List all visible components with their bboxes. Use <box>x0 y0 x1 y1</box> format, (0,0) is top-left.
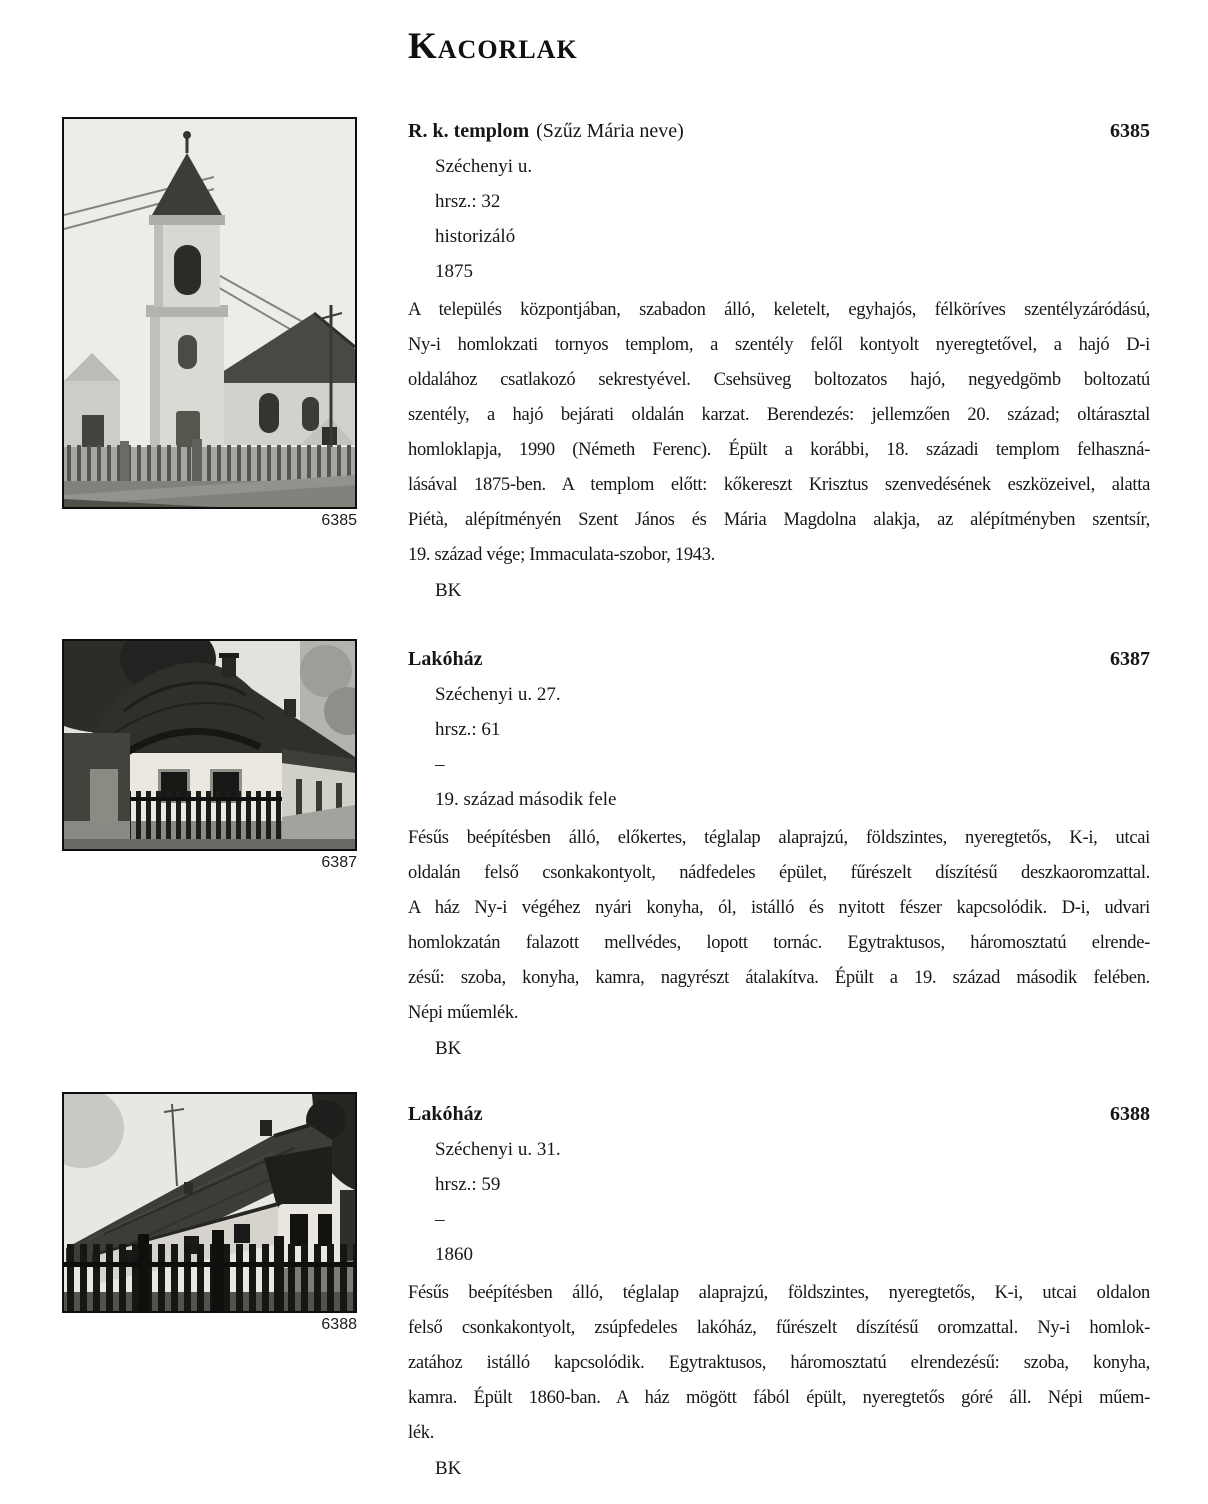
entry-number: 6388 <box>1110 1103 1150 1125</box>
body-line: Fésűs beépítésben álló, előkertes, téglalap alaprajzú, földszintes, nyeregtetős, K-i, utcai <box>408 828 1150 848</box>
entry-title <box>408 114 684 149</box>
body-line: A ház Ny-i végéhez nyári konyha, ól, istálló és nyitott fészer kapcsolódik. D-i, udvari <box>408 898 1150 918</box>
entry-body <box>408 1276 1150 1451</box>
entry-header <box>408 114 1150 149</box>
thatched-house-photo <box>62 639 357 851</box>
entry-signature: BK <box>435 1458 462 1479</box>
body-line: Ny-i homlokzati tornyos templom, a szentély felől kontyolt nyeregtetővel, a hajó D-i <box>408 335 1150 355</box>
body-line: homloklapja, 1990 (Németh Ferenc). Épült a korábbi, 18. századi templom felhaszná- <box>408 440 1150 460</box>
photo-caption: 6387 <box>321 854 357 871</box>
body-line: oldalán felső csonkakontyolt, nádfedeles épület, fűrészelt díszítésű deszkaoromzattal. <box>408 863 1150 883</box>
house-photo-illustration <box>64 641 355 849</box>
entry-name: Lakóház <box>408 1103 483 1125</box>
entry-body <box>408 821 1150 1031</box>
entry-name: R. k. templom <box>408 120 530 142</box>
body-line: Fésűs beépítésben álló, téglalap alaprajzú, földszintes, nyeregtetős, K-i, utcai oldalon <box>408 1283 1150 1303</box>
photo-figure-6388 <box>62 1092 357 1334</box>
house-photo-illustration <box>64 1094 355 1311</box>
entry-number: 6385 <box>1110 120 1150 142</box>
entry-title <box>408 1097 482 1132</box>
church-photo-illustration <box>64 119 355 507</box>
entry-address: Széchenyi u. 27. <box>435 684 561 705</box>
entry-number: 6387 <box>1110 648 1150 670</box>
entry-parcel: hrsz.: 32 <box>435 191 501 212</box>
thatched-house-photo <box>62 1092 357 1313</box>
body-line: lék. <box>408 1423 435 1443</box>
entry-name-note: (Szűz Mária neve) <box>536 120 684 142</box>
entry-6388 <box>408 1097 1150 1486</box>
entry-style: – <box>435 754 445 775</box>
body-line: oldalához csatlakozó sekrestyével. Csehsüveg boltozatos hajó, negyedgömb boltozatú <box>408 370 1150 390</box>
entry-year: 1875 <box>435 261 473 282</box>
entry-year: 1860 <box>435 1244 473 1265</box>
body-line: zésű: szoba, konyha, kamra, nagyrészt átalakítva. Épült a 19. század második felében. <box>408 968 1150 988</box>
body-line: kamra. Épült 1860-ban. A ház mögött fából épült, nyeregtetős góré áll. Népi műem- <box>408 1388 1150 1408</box>
entry-address: Széchenyi u. 31. <box>435 1139 561 1160</box>
body-line: Piétà, alépítményén Szent János és Mária Magdolna alakja, az alépítményben szentsír, <box>408 510 1150 530</box>
photo-figure-6387 <box>62 639 357 872</box>
photo-figure-6385 <box>62 117 357 530</box>
entry-signature: BK <box>435 1038 462 1059</box>
body-line: szentély, a hajó bejárati oldalán karzat. Berendezés: jellemzően 20. század; oltárasztal <box>408 405 1150 425</box>
entry-title <box>408 642 482 677</box>
entry-6385 <box>408 114 1150 608</box>
entry-style: historizáló <box>435 226 516 247</box>
body-line: Népi műemlék. <box>408 1003 519 1023</box>
entry-name: Lakóház <box>408 648 483 670</box>
body-line: lásával 1875-ben. A templom előtt: kőkereszt Krisztus szenvedésének eszközeivel, alatta <box>408 475 1150 495</box>
entry-parcel: hrsz.: 59 <box>435 1174 501 1195</box>
church-photo <box>62 117 357 509</box>
body-line: zatához istálló kapcsolódik. Egytraktusos, háromosztatú elrendezésű: szoba, konyha, <box>408 1353 1150 1373</box>
entry-6387 <box>408 642 1150 1066</box>
page-title: Kacorlak <box>408 26 578 67</box>
body-line: A település központjában, szabadon álló, keletelt, egyhajós, félköríves szentélyzáródású, <box>408 300 1150 320</box>
entry-address: Széchenyi u. <box>435 156 533 177</box>
entry-signature: BK <box>435 580 462 601</box>
entry-parcel: hrsz.: 61 <box>435 719 501 740</box>
entry-header <box>408 1097 1150 1132</box>
photo-caption: 6388 <box>321 1316 357 1333</box>
entry-header <box>408 642 1150 677</box>
body-line: felső csonkakontyolt, zsúpfedeles lakóház, fűrészelt díszítésű oromzattal. Ny-i homlok- <box>408 1318 1150 1338</box>
entry-year: 19. század második fele <box>435 789 617 810</box>
photo-caption: 6385 <box>321 512 357 529</box>
body-line: homlokzatán falazott mellvédes, lopott tornác. Egytraktusos, háromosztatú elrende- <box>408 933 1150 953</box>
entry-body <box>408 293 1150 573</box>
entry-style: – <box>435 1209 445 1230</box>
body-line: 19. század vége; Immaculata-szobor, 1943. <box>408 545 715 565</box>
